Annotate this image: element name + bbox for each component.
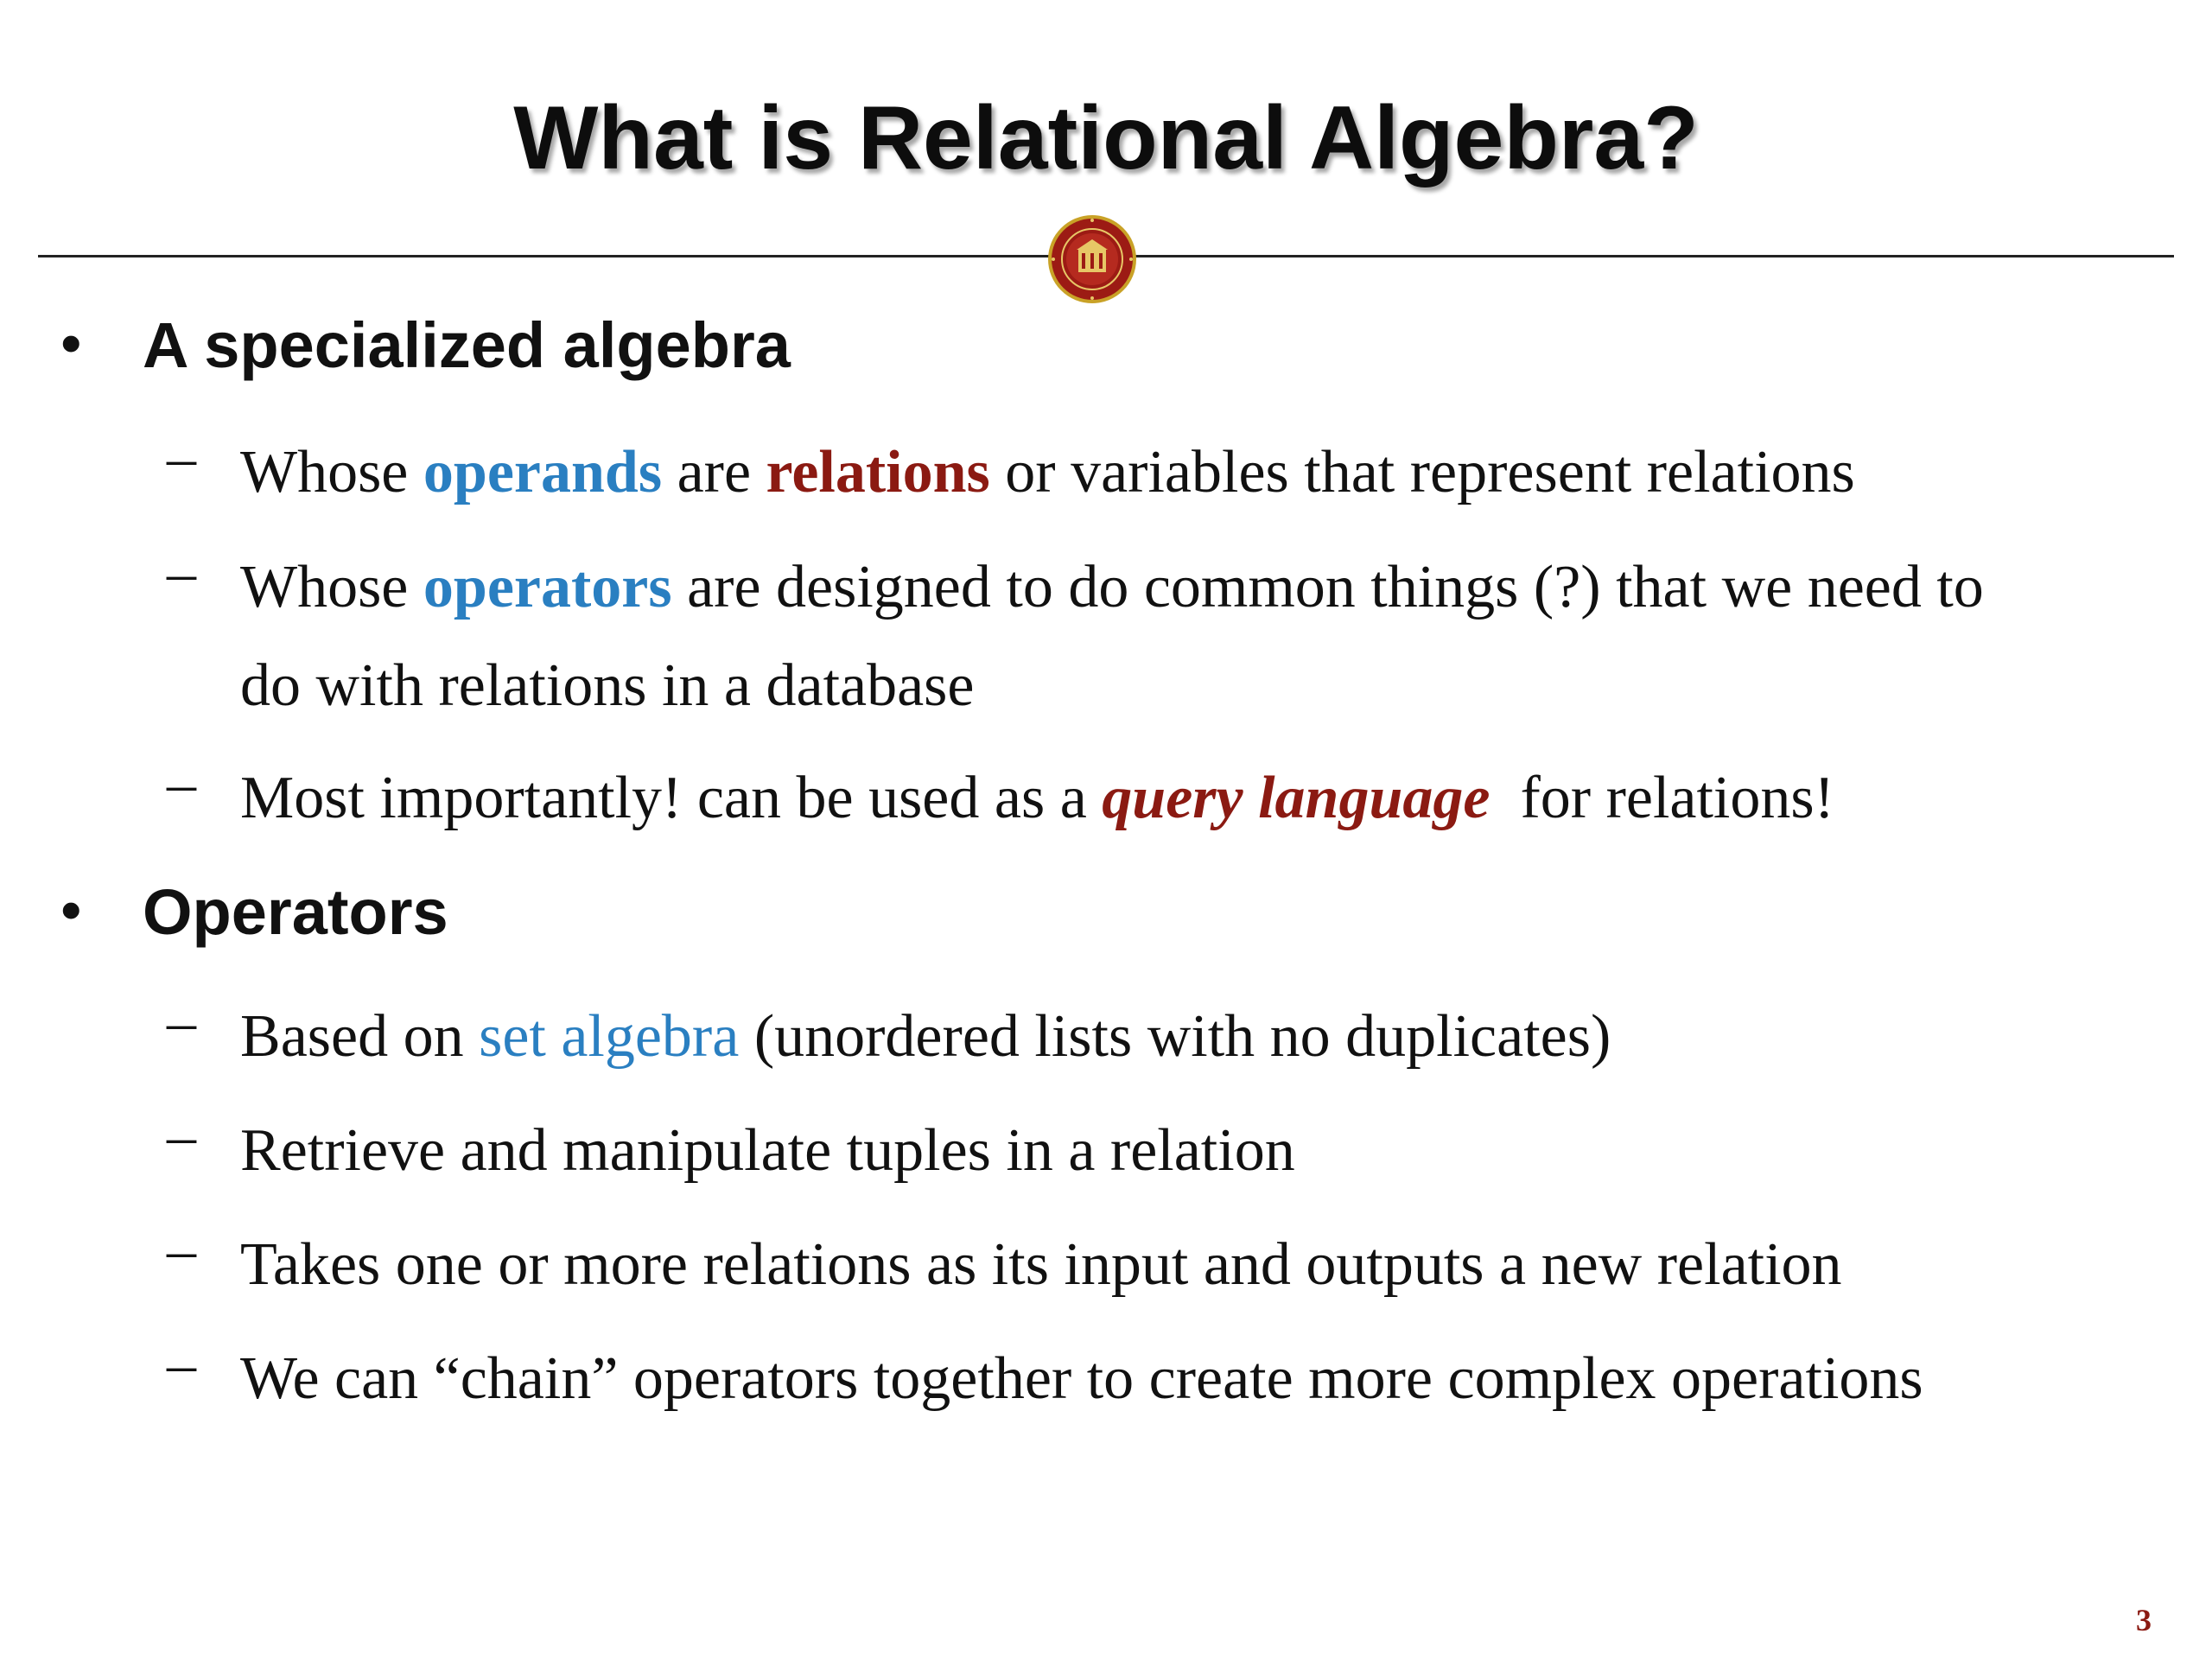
keyword-set-algebra: set algebra — [479, 1003, 740, 1070]
sub-bullet-text — [240, 749, 2167, 848]
text-span: or variables that represent relations — [989, 439, 1855, 505]
slide-title: What is Relational Algebra? — [513, 88, 1699, 188]
text-span: for relations! — [1490, 765, 1834, 831]
text-span: (unordered lists with no duplicates) — [739, 1003, 1611, 1070]
bullet-marker: • — [60, 309, 82, 377]
text-span: Most importantly! can be used as a — [240, 765, 1103, 831]
text-span: Whose — [240, 554, 423, 620]
sub-bullet-marker: – — [167, 1331, 196, 1396]
sub-bullet-text: We can “chain” operators together to create more complex operations — [240, 1345, 1923, 1412]
keyword-query-language: query language — [1102, 765, 1491, 831]
university-seal-icon — [1046, 213, 1138, 305]
keyword-relations: relations — [766, 439, 990, 505]
sub-bullet-marker: – — [167, 424, 196, 490]
keyword-operands: operands — [423, 439, 663, 505]
text-span: are designed to do common things (?) that we need to — [671, 554, 1984, 620]
sub-bullet-text: Takes one or more relations as its input and outputs a new relation — [240, 1231, 1842, 1298]
text-span: are — [662, 439, 766, 505]
bullet-marker: • — [60, 876, 82, 944]
sub-bullet-text — [240, 423, 2167, 522]
page-number: 3 — [2136, 1603, 2152, 1637]
sub-bullet-marker: – — [167, 750, 196, 816]
bullet-heading: Operators — [143, 876, 448, 948]
sub-bullet-text: Retrieve and manipulate tuples in a relation — [240, 1117, 1295, 1184]
sub-bullet-marker: – — [167, 539, 196, 605]
sub-bullet-marker: – — [167, 988, 196, 1054]
bullet-heading: A specialized algebra — [143, 309, 791, 381]
sub-bullet-marker: – — [167, 1217, 196, 1282]
sub-bullet-text — [240, 538, 2167, 735]
text-span: do with relations in a database — [240, 652, 975, 719]
text-span: Whose — [240, 439, 423, 505]
sub-bullet-marker: – — [167, 1103, 196, 1168]
keyword-operators: operators — [423, 554, 672, 620]
sub-bullet-text — [240, 988, 2167, 1086]
text-span: Based on — [240, 1003, 480, 1070]
